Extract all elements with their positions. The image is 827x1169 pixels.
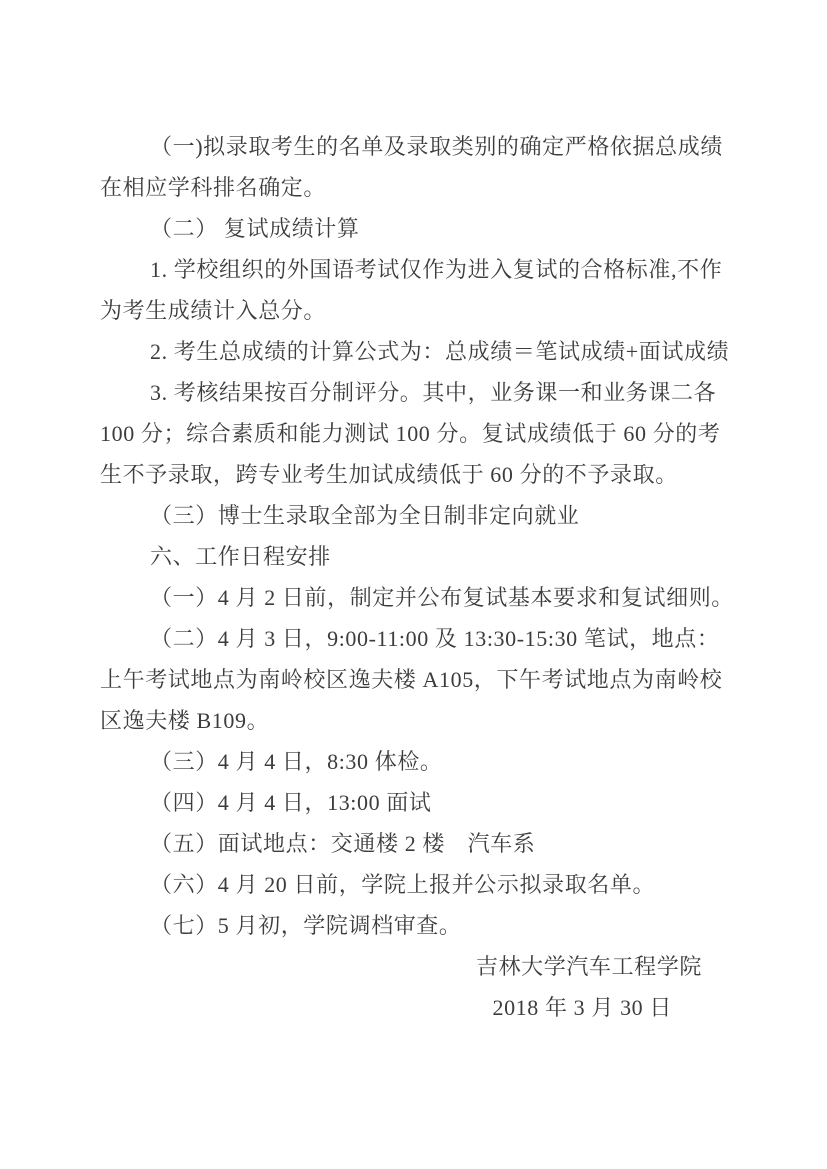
- paragraph-line: （七）5 月初，学院调档审查。: [150, 913, 462, 938]
- paragraph-line: （二） 复试成绩计算: [150, 216, 360, 241]
- signature-org: 吉林大学汽车工程学院: [475, 954, 702, 979]
- signature-date: 2018 年 3 月 30 日: [492, 995, 672, 1020]
- paragraph-line: 区逸夫楼 B109。: [100, 708, 270, 733]
- paragraph-line: （三）博士生录取全部为全日制非定向就业: [150, 503, 580, 528]
- paragraph-line: （二）4 月 3 日，9:00-11:00 及 13:30-15:30 笔试，地点：: [150, 626, 720, 651]
- paragraph-line: （三）4 月 4 日，8:30 体检。: [150, 749, 443, 774]
- paragraph-line: 3. 考核结果按百分制评分。其中，业务课一和业务课二各: [150, 380, 717, 405]
- paragraph-line: （一）4 月 2 日前，制定并公布复试基本要求和复试细则。: [150, 585, 734, 610]
- paragraph-line: 2. 考生总成绩的计算公式为：总成绩＝笔试成绩+面试成绩: [150, 339, 730, 364]
- section-heading: 六、工作日程安排: [150, 544, 331, 569]
- paragraph-line: （五）面试地点：交通楼 2 楼 汽车系: [150, 831, 536, 856]
- paragraph-line: （四）4 月 4 日，13:00 面试: [150, 790, 432, 815]
- paragraph-line: 上午考试地点为南岭校区逸夫楼 A105，下午考试地点为南岭校: [100, 667, 723, 692]
- paragraph-line: 在相应学科排名确定。: [100, 175, 327, 200]
- paragraph-line: 1. 学校组织的外国语考试仅作为进入复试的合格标准,不作: [150, 257, 723, 282]
- paragraph-line: 为考生成绩计入总分。: [100, 298, 327, 323]
- paragraph-line: 生不予录取，跨专业考生加试成绩低于 60 分的不予录取。: [100, 462, 678, 487]
- paragraph-line: （六）4 月 20 日前，学院上报并公示拟录取名单。: [150, 872, 656, 897]
- paragraph-line: 100 分；综合素质和能力测试 100 分。复试成绩低于 60 分的考: [100, 421, 721, 446]
- paragraph-line: （一)拟录取考生的名单及录取类别的确定严格依据总成绩: [150, 134, 723, 159]
